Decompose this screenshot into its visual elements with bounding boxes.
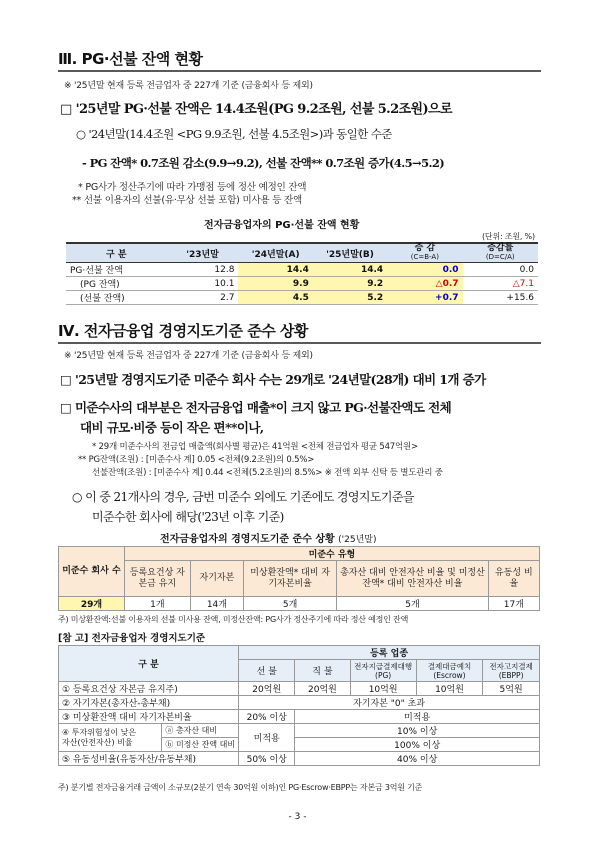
table-row: ① 등록요건상 자본금 유지주) 20억원 20억원 10억원 10억원 5억원 (59, 682, 540, 696)
section-4-bullet-2-cont: 대비 규모·비중 등이 작은 편**이나, (80, 420, 264, 435)
section-3-note: ※ '25년말 현재 등록 전금업자 중 227개 기준 (금융회사 등 제외) (64, 81, 313, 91)
col-header-2025: '25년말(B) (313, 243, 387, 263)
table-row: ② 자기자본(총자산-총부채) 자기자본 "0" 초과 (59, 696, 540, 710)
table-row: (PG 잔액) 10.1 9.9 9.2 △0.7 △7.1 (66, 277, 538, 291)
col-header-2023: '23년말 (167, 243, 239, 263)
table-row: 29개 1개 14개 5개 5개 17개 (59, 597, 540, 611)
section-4-bullet-1: □ '25년말 경영지도기준 미준수 회사 수는 29개로 '24년말(28개) 대비 1개 증가 (60, 372, 486, 387)
table-row: ④ 투자위험성이 낮은 자산(안전자산) 비율 ⓐ 총자산 대비 미적용 10% 이상 (59, 724, 540, 738)
section-4-note: ※ '25년말 현재 등록 전금업자 중 227개 기준 (금융회사 등 제외) (64, 351, 313, 361)
section-4-footnote-1: * 29개 미준수사의 전금업 매출액(회사별 평균)은 41억원 <전체 전금업자 평균 547억원> (92, 442, 418, 452)
pg-balance-table (66, 242, 538, 305)
section-4-footnote-2: ** PG잔액(조원) : [미준수사 계] 0.05 <전체(9.2조원)의 0.5%> (78, 455, 315, 465)
section-4-bullet-2: □ 미준수사의 대부분은 전자금융업 매출*이 크지 않고 PG·선불잔액도 전체 (60, 400, 452, 415)
pg-balance-table-title: 전자금융업자의 PG·선불 잔액 현황 (204, 220, 360, 231)
section-3-rule (58, 70, 541, 72)
page-number: - 3 - (288, 812, 307, 822)
col-header-change: 증 감 (C=B-A) (387, 243, 462, 263)
compliance-table-title: 전자금융업자의 경영지도기준 준수 상황 ('25년말) (160, 534, 377, 545)
section-4-footnote-3: 선불잔액(조원) : [미준수사 계] 0.44 <전체(5.2조원)의 8.5%> ※ 전액 외부 신탁 등 별도관리 중 (92, 468, 443, 478)
section-3-title: Ⅲ. PG·선불 잔액 현황 (58, 50, 203, 68)
table-row: ③ 미상환잔액 대비 자기자본비율 20% 이상 미적용 (59, 710, 540, 724)
section-4-sub-bullet-1: ○ 이 중 21개사의 경우, 금번 미준수 외에도 기존에도 경영지도기준을 (72, 490, 414, 504)
guideline-table: 구 분 등록 업종 선 불 직 불 전자지급결제대행 (PG) 결제대금예치 (Escrow) 전자고지결제 (EBPP) ① 등록요건상 자본금 유지주) 20억원 20억원 10억원 10억원 5억원 ② 자기자본(총자산-총부채) 자기자본 "0" 초과 ③ 미상환잔액 대비 자기자본비율 20% 이상 미적용 ④ 투자위험성이 낮은 자산(안전자산) 비율 ⓐ 총자산 대비 미적용 10% 이상 ⓑ 미정산 잔액 대비 100% 이상 ⑤ 유동성비율(유동자산/유동부채) 50% 이상 40% 이상 (58, 645, 540, 766)
col-header-category: 구 분 (66, 243, 167, 263)
reference-title: [참 고] 전자금융업자 경영지도기준 (58, 633, 206, 644)
col-header-type: 미준수 유형 (124, 547, 539, 561)
table-row: ⓑ 미정산 잔액 대비 100% 이상 (59, 738, 540, 752)
col-header-kind: 구 분 (59, 646, 239, 682)
section-4-rule (58, 342, 541, 344)
col-header-rate: 증감률 (D=C/A) (463, 243, 538, 263)
guideline-table-note: 주) 분기별 전자금융거래 금액이 소규모(2분기 연속 30억원 이하)인 PG·Escrow·EBPP는 자본금 3억원 기준 (58, 783, 423, 792)
section-3-footnote-1: * PG사가 정산주기에 따라 가맹점 등에 정산 예정인 잔액 (78, 182, 307, 193)
pg-balance-table-unit: (단위: 조원, %) (482, 232, 535, 241)
section-4-sub-bullet-1-cont: 미준수한 회사에 해당('23년 이후 기준) (92, 510, 284, 524)
section-3-bullet-1: □ '25년말 PG·선불 잔액은 14.4조원(PG 9.2조원, 선불 5.2조원)으로 (60, 102, 452, 117)
section-3-footnote-2: ** 선불 이용자의 선불(유·무상 선불 포함) 미사용 등 잔액 (72, 195, 303, 206)
section-4-title: Ⅳ. 전자금융업 경영지도기준 준수 상황 (58, 322, 308, 340)
col-header-2024: '24년말(A) (238, 243, 312, 263)
section-3-dash-1: - PG 잔액* 0.7조원 감소(9.9→9.2), 선불 잔액** 0.7조원 증가(4.5→5.2) (82, 156, 445, 170)
table-row: (선불 잔액) 2.7 4.5 5.2 +0.7 +15.6 (66, 291, 538, 305)
table-row: PG·선불 잔액 12.8 14.4 14.4 0.0 0.0 (66, 263, 538, 277)
col-header-registration: 등록 업종 (239, 646, 540, 660)
table-row: ⑤ 유동성비율(유동자산/유동부채) 50% 이상 40% 이상 (59, 752, 540, 766)
section-3-sub-bullet-1: ○ '24년말(14.4조원 <PG 9.9조원, 선불 4.5조원>)과 동일한 수준 (76, 127, 392, 141)
compliance-table: 미준수 회사 수 미준수 유형 등록요건상 자본금 유지 자기자본 미상환잔액* 대비 자기자본비율 총자산 대비 안전자산 비율 및 미정산잔액* 대비 안전자산 비율 유동성 비율 29개 1개 14개 5개 5개 17개 (58, 546, 540, 611)
col-header-count: 미준수 회사 수 (59, 547, 125, 597)
compliance-table-note: 주) 미상환잔액:선불 이용자의 선불 미사용 잔액, 미정산잔액: PG사가 정산주기에 따라 정산 예정인 잔액 (58, 615, 409, 624)
